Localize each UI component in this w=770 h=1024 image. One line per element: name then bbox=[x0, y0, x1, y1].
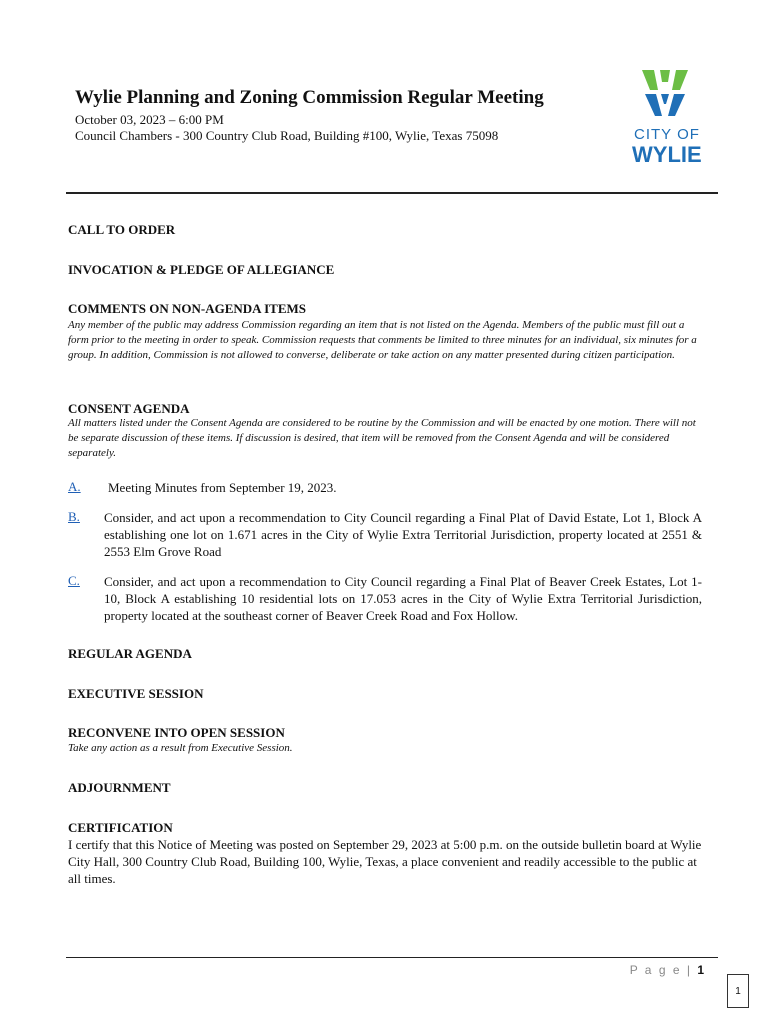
consent-item-c-text: Consider, and act upon a recommendation to City Council regarding a Final Plat of Beaver Creek Estates, Lot 1-10, Block A establishing 10 residential lots on 17.053 acres in the City of Wylie Extra Territorial Jurisdiction, property located at the southeast corner of Beaver Creek Road and Fox Hollow. bbox=[104, 574, 702, 623]
page-footer-label bbox=[600, 963, 704, 977]
comments-text: Any member of the public may address Commission regarding an item that is not listed on the Agenda. Members of the public must fill out a form prior to the meeting in order to speak. Commission requests that comments be limited to three minutes for an individual, six minutes for a group. In addition, Commission is not allowed to converse, deliberate or take action on any matter presented during citizen participation. bbox=[68, 319, 697, 361]
adjournment-heading: ADJOURNMENT bbox=[68, 780, 171, 795]
consent-item-a-link[interactable]: A. bbox=[68, 479, 81, 494]
consent-agenda-text: All matters listed under the Consent Agenda are considered to be routine by the Commission and will be enacted by one motion. There will not be separate discussion of these items. If discussion is desired, that item will be removed from the Consent Agenda and will be considered separately. bbox=[68, 417, 696, 459]
certification-text: I certify that this Notice of Meeting was posted on September 29, 2023 at 5:00 p.m. on the outside bulletin board at Wylie City Hall, 300 Country Club Road, Building 100, Wylie, Texas, a place convenient and readily accessible to the public at all times. bbox=[68, 837, 702, 886]
call-to-order-heading: CALL TO ORDER bbox=[68, 222, 176, 237]
certification-heading: CERTIFICATION bbox=[68, 820, 173, 835]
page-separator: | bbox=[686, 963, 692, 977]
city-of-wylie-logo bbox=[620, 66, 710, 170]
regular-agenda-heading: REGULAR AGENDA bbox=[68, 646, 192, 661]
reconvene-text: Take any action as a result from Executive Session. bbox=[68, 742, 293, 754]
header-divider bbox=[66, 192, 718, 194]
consent-item-c-link[interactable]: C. bbox=[68, 573, 80, 588]
invocation-heading: INVOCATION & PLEDGE OF ALLEGIANCE bbox=[68, 262, 335, 277]
page-word: P a g e bbox=[629, 963, 682, 977]
consent-item-a-text: Meeting Minutes from September 19, 2023. bbox=[108, 480, 337, 495]
consent-item-b-link[interactable]: B. bbox=[68, 509, 80, 524]
consent-item-b-text: Consider, and act upon a recommendation to City Council regarding a Final Plat of David Estate, Lot 1, Block A establishing one lot on 1.671 acres in the City of Wylie Extra Territorial Jurisdiction, property located at 2551 & 2553 Elm Grove Road bbox=[104, 510, 702, 559]
meeting-date: October 03, 2023 – 6:00 PM bbox=[75, 112, 224, 127]
consent-agenda-heading: CONSENT AGENDA bbox=[68, 401, 190, 416]
footer-divider bbox=[66, 957, 718, 958]
meeting-location: Council Chambers - 300 Country Club Road, Building #100, Wylie, Texas 75098 bbox=[75, 128, 499, 143]
meeting-title: Wylie Planning and Zoning Commission Regular Meeting bbox=[75, 87, 544, 108]
viewer-page-indicator[interactable]: 1 bbox=[727, 974, 749, 1008]
reconvene-heading: RECONVENE INTO OPEN SESSION bbox=[68, 725, 285, 740]
logo-line-wylie: WYLIE bbox=[632, 142, 702, 167]
logo-line-city-of: CITY OF bbox=[634, 126, 700, 143]
comments-heading: COMMENTS ON NON-AGENDA ITEMS bbox=[68, 301, 306, 316]
executive-session-heading: EXECUTIVE SESSION bbox=[68, 686, 204, 701]
page-number: 1 bbox=[697, 963, 704, 977]
